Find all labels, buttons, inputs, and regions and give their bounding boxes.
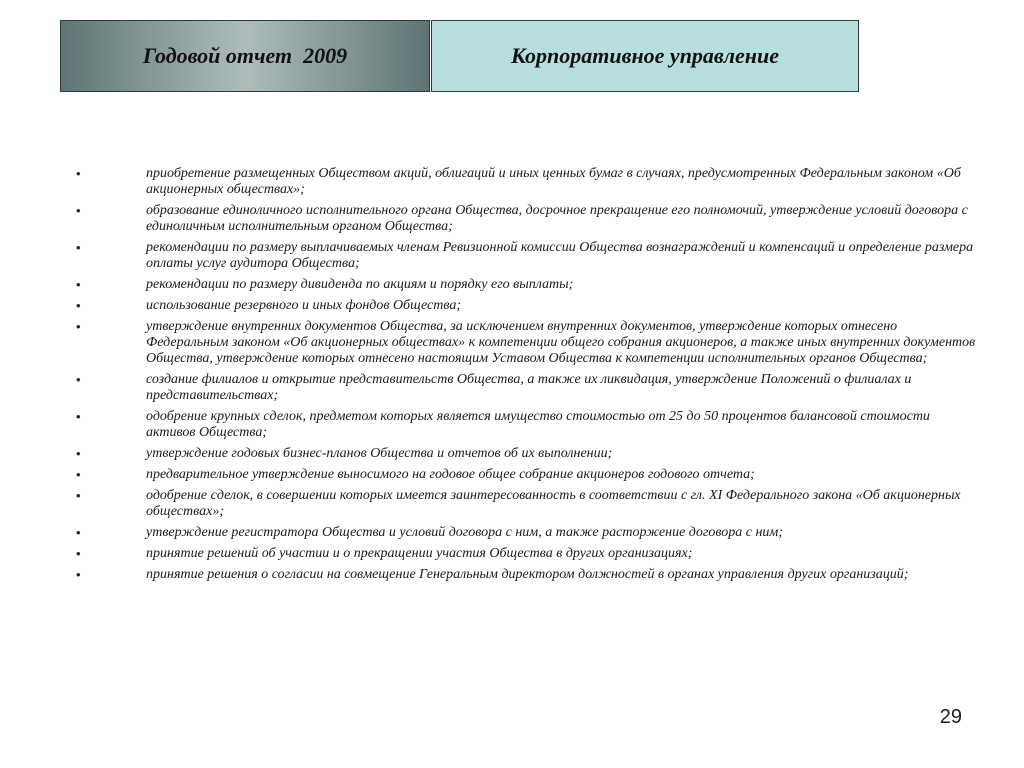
bullet-icon: • [76, 525, 81, 540]
list-item-text: создание филиалов и открытие представительств Общества, а также их ликвидация, утверждение Положений о филиалах и представительствах; [146, 372, 912, 403]
list-item [76, 298, 976, 314]
list-item [76, 525, 976, 541]
list-item [76, 488, 976, 520]
list-item [76, 446, 976, 462]
section-title: Корпоративное управление [510, 43, 780, 68]
list-item-text: рекомендации по размеру выплачиваемых членам Ревизионной комиссии Общества вознаграждений и компенсаций и определение размера оплаты услуг аудитора Общества; [146, 240, 974, 271]
list-item [76, 409, 976, 441]
bullet-icon: • [76, 298, 81, 313]
list-item-text: одобрение крупных сделок, предметом которых является имущество стоимостью от 25 до 50 процентов балансовой стоимости активов Общества; [146, 409, 930, 440]
list-item [76, 277, 976, 293]
list-item [76, 166, 976, 198]
list-item-text: утверждение годовых бизнес-планов Общества и отчетов об их выполнении; [146, 446, 613, 461]
list-item-text: принятие решений об участии и о прекращении участия Общества в других организациях; [146, 546, 693, 561]
bullet-icon: • [76, 409, 81, 424]
header-right-panel [431, 20, 859, 92]
bullet-icon: • [76, 467, 81, 482]
list-item [76, 467, 976, 483]
list-item-text: утверждение регистратора Общества и условий договора с ним, а также расторжение договора с ним; [146, 525, 783, 540]
bullet-icon: • [76, 319, 81, 334]
list-item [76, 546, 976, 562]
list-item-text: образование единоличного исполнительного органа Общества, досрочное прекращение его полномочий, утверждение условий договора с единоличным исполнительным органом Общества; [146, 203, 968, 234]
list-item [76, 203, 976, 235]
bullet-icon: • [76, 446, 81, 461]
list-item-text: утверждение внутренних документов Общества, за исключением внутренних документов, утверждение которых отнесено Федеральным законом «Об акционерных обществах» к компетенции общего собрания акционеров, а также иных внутренних документов Общества, утверждение которых отнесено настоящим Уставом Общества к компетенции исполнительных органов Общества; [146, 319, 976, 366]
bullet-icon: • [76, 567, 81, 582]
list-item [76, 567, 976, 583]
report-title: Годовой отчет 2009 [142, 43, 348, 68]
bullet-icon: • [76, 240, 81, 255]
list-item-text: одобрение сделок, в совершении которых имеется заинтересованность в соответствии с гл. XI Федерального закона «Об акционерных обществах»; [146, 488, 961, 519]
bullet-icon: • [76, 488, 81, 503]
list-item-text: предварительное утверждение выносимого на годовое общее собрание акционеров годового отчета; [146, 467, 755, 482]
bullet-icon: • [76, 203, 81, 218]
list-item [76, 240, 976, 272]
list-item-text: принятие решения о согласии на совмещение Генеральным директором должностей в органах управления других организаций; [146, 567, 909, 582]
list-item-text: использование резервного и иных фондов Общества; [146, 298, 462, 313]
list-item-text: рекомендации по размеру дивиденда по акциям и порядку его выплаты; [146, 277, 574, 292]
page-number: 29 [939, 706, 962, 728]
bullet-icon: • [76, 372, 81, 387]
bullet-icon: • [76, 277, 81, 292]
list-item [76, 372, 976, 404]
bullet-icon: • [76, 166, 81, 181]
list-item-text: приобретение размещенных Обществом акций, облигаций и иных ценных бумаг в случаях, предусмотренных Федеральным законом «Об акционерных обществах»; [146, 166, 961, 197]
list-item [76, 319, 976, 367]
bullet-list [76, 166, 976, 588]
header-left-panel [60, 20, 430, 92]
bullet-icon: • [76, 546, 81, 561]
